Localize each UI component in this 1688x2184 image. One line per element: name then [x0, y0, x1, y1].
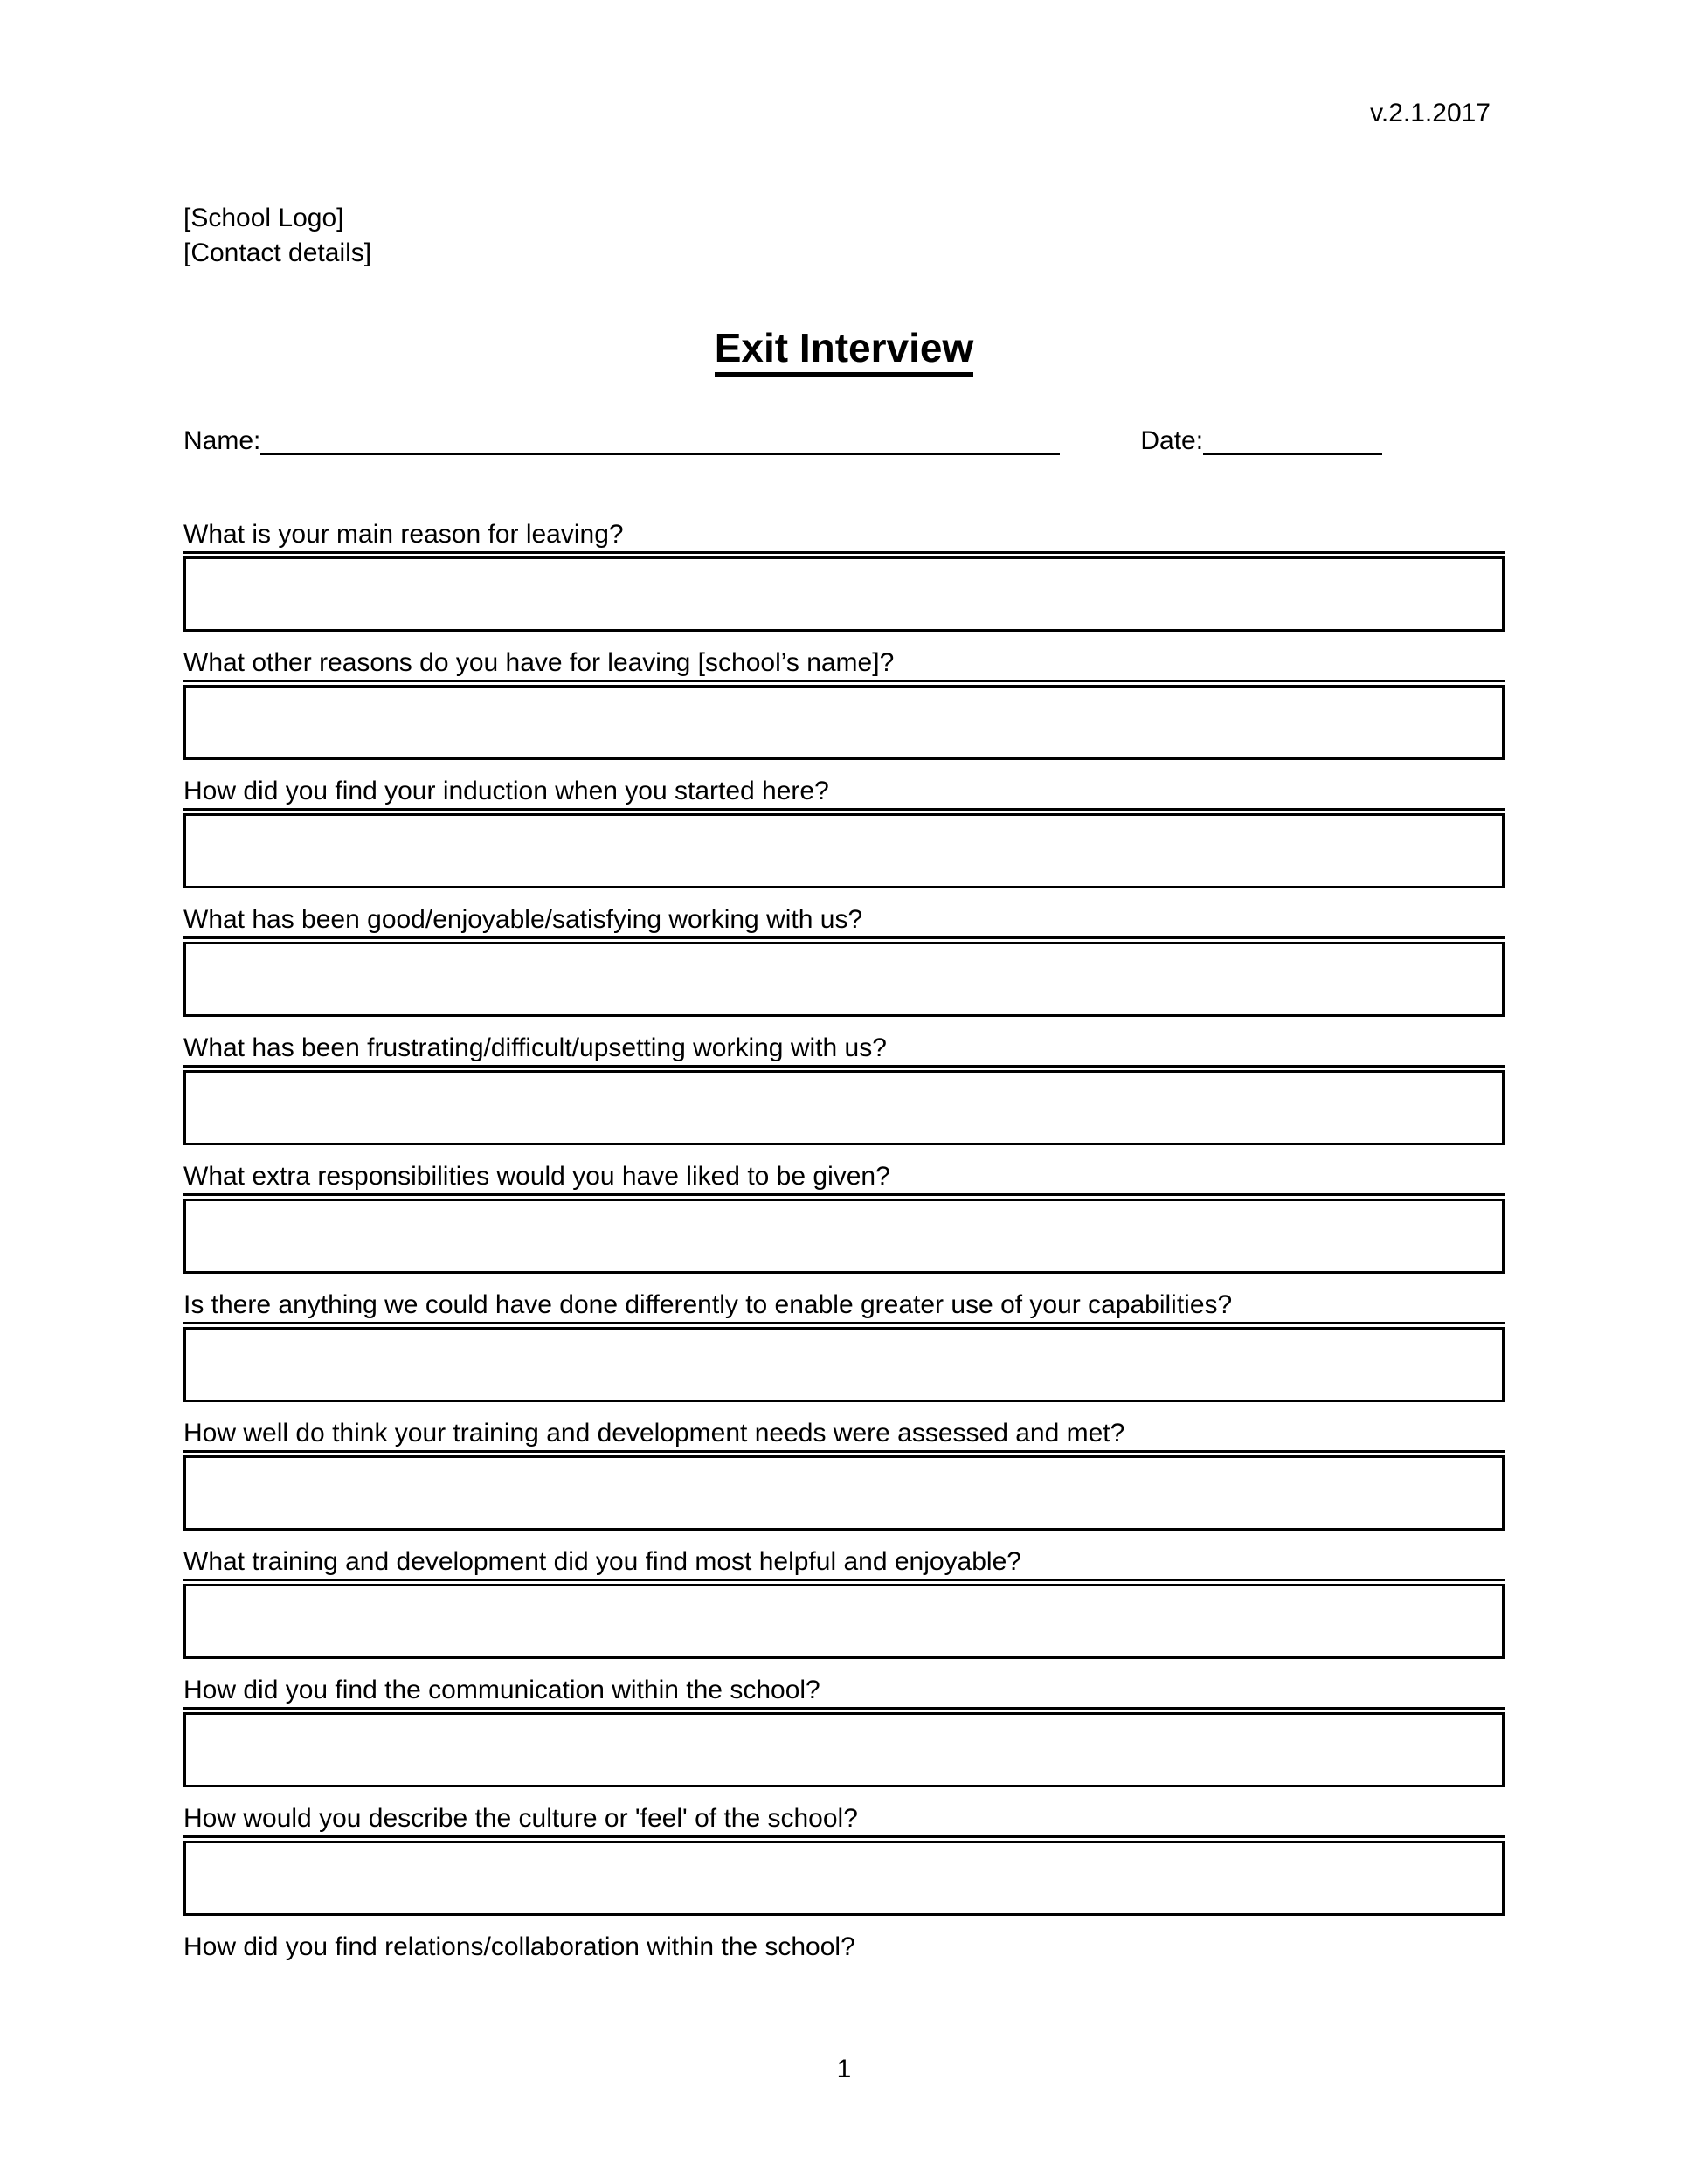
question-block-4: [183, 905, 1505, 1017]
page-title: Exit Interview: [715, 326, 974, 377]
answer-box[interactable]: [183, 556, 1505, 632]
question-block-9: [183, 1547, 1505, 1659]
question-label: What other reasons do you have for leaving [school’s name]?: [183, 648, 1505, 682]
question-block-10: [183, 1676, 1505, 1787]
question-label: How well do think your training and development needs were assessed and met?: [183, 1419, 1505, 1453]
answer-box[interactable]: [183, 1712, 1505, 1787]
name-input-line[interactable]: [260, 426, 1060, 455]
question-block-1: [183, 520, 1505, 632]
answer-box[interactable]: [183, 942, 1505, 1017]
page-number: 1: [836, 2055, 852, 2084]
question-block-7: [183, 1290, 1505, 1402]
answer-box[interactable]: [183, 1584, 1505, 1659]
answer-box[interactable]: [183, 813, 1505, 888]
question-block-5: [183, 1033, 1505, 1145]
question-label: What extra responsibilities would you have liked to be given?: [183, 1162, 1505, 1196]
letterhead: [183, 201, 1505, 271]
question-label: What is your main reason for leaving?: [183, 520, 1505, 554]
question-block-3: [183, 777, 1505, 888]
question-label: How did you find your induction when you started here?: [183, 777, 1505, 811]
answer-box[interactable]: [183, 1199, 1505, 1274]
question-label: Is there anything we could have done differently to enable greater use of your capabilities?: [183, 1290, 1505, 1324]
question-label: What has been good/enjoyable/satisfying working with us?: [183, 905, 1505, 939]
question-label: How would you describe the culture or 'feel' of the school?: [183, 1804, 1505, 1838]
question-label: What has been frustrating/difficult/upsetting working with us?: [183, 1033, 1505, 1068]
question-block-12: [183, 1932, 1505, 1966]
question-block-2: [183, 648, 1505, 760]
question-label: How did you find the communication within the school?: [183, 1676, 1505, 1710]
school-logo-placeholder: [School Logo]: [183, 204, 344, 232]
name-date-row: [183, 426, 1505, 455]
answer-box[interactable]: [183, 1070, 1505, 1145]
name-label: Name:: [183, 426, 261, 455]
question-label: How did you find relations/collaboration within the school?: [183, 1932, 855, 1961]
question-block-6: [183, 1162, 1505, 1274]
question-label: What training and development did you find most helpful and enjoyable?: [183, 1547, 1505, 1581]
answer-box[interactable]: [183, 1327, 1505, 1402]
date-label: Date:: [1140, 426, 1204, 455]
contact-details-placeholder: [Contact details]: [183, 238, 372, 267]
date-input-line[interactable]: [1203, 426, 1382, 455]
answer-box[interactable]: [183, 1841, 1505, 1916]
answer-box[interactable]: [183, 685, 1505, 760]
title-row: [183, 326, 1505, 377]
answer-box[interactable]: [183, 1455, 1505, 1531]
question-block-8: [183, 1419, 1505, 1531]
question-block-11: [183, 1804, 1505, 1916]
version-label: v.2.1.2017: [1370, 99, 1491, 128]
questions-list: [183, 520, 1505, 1966]
